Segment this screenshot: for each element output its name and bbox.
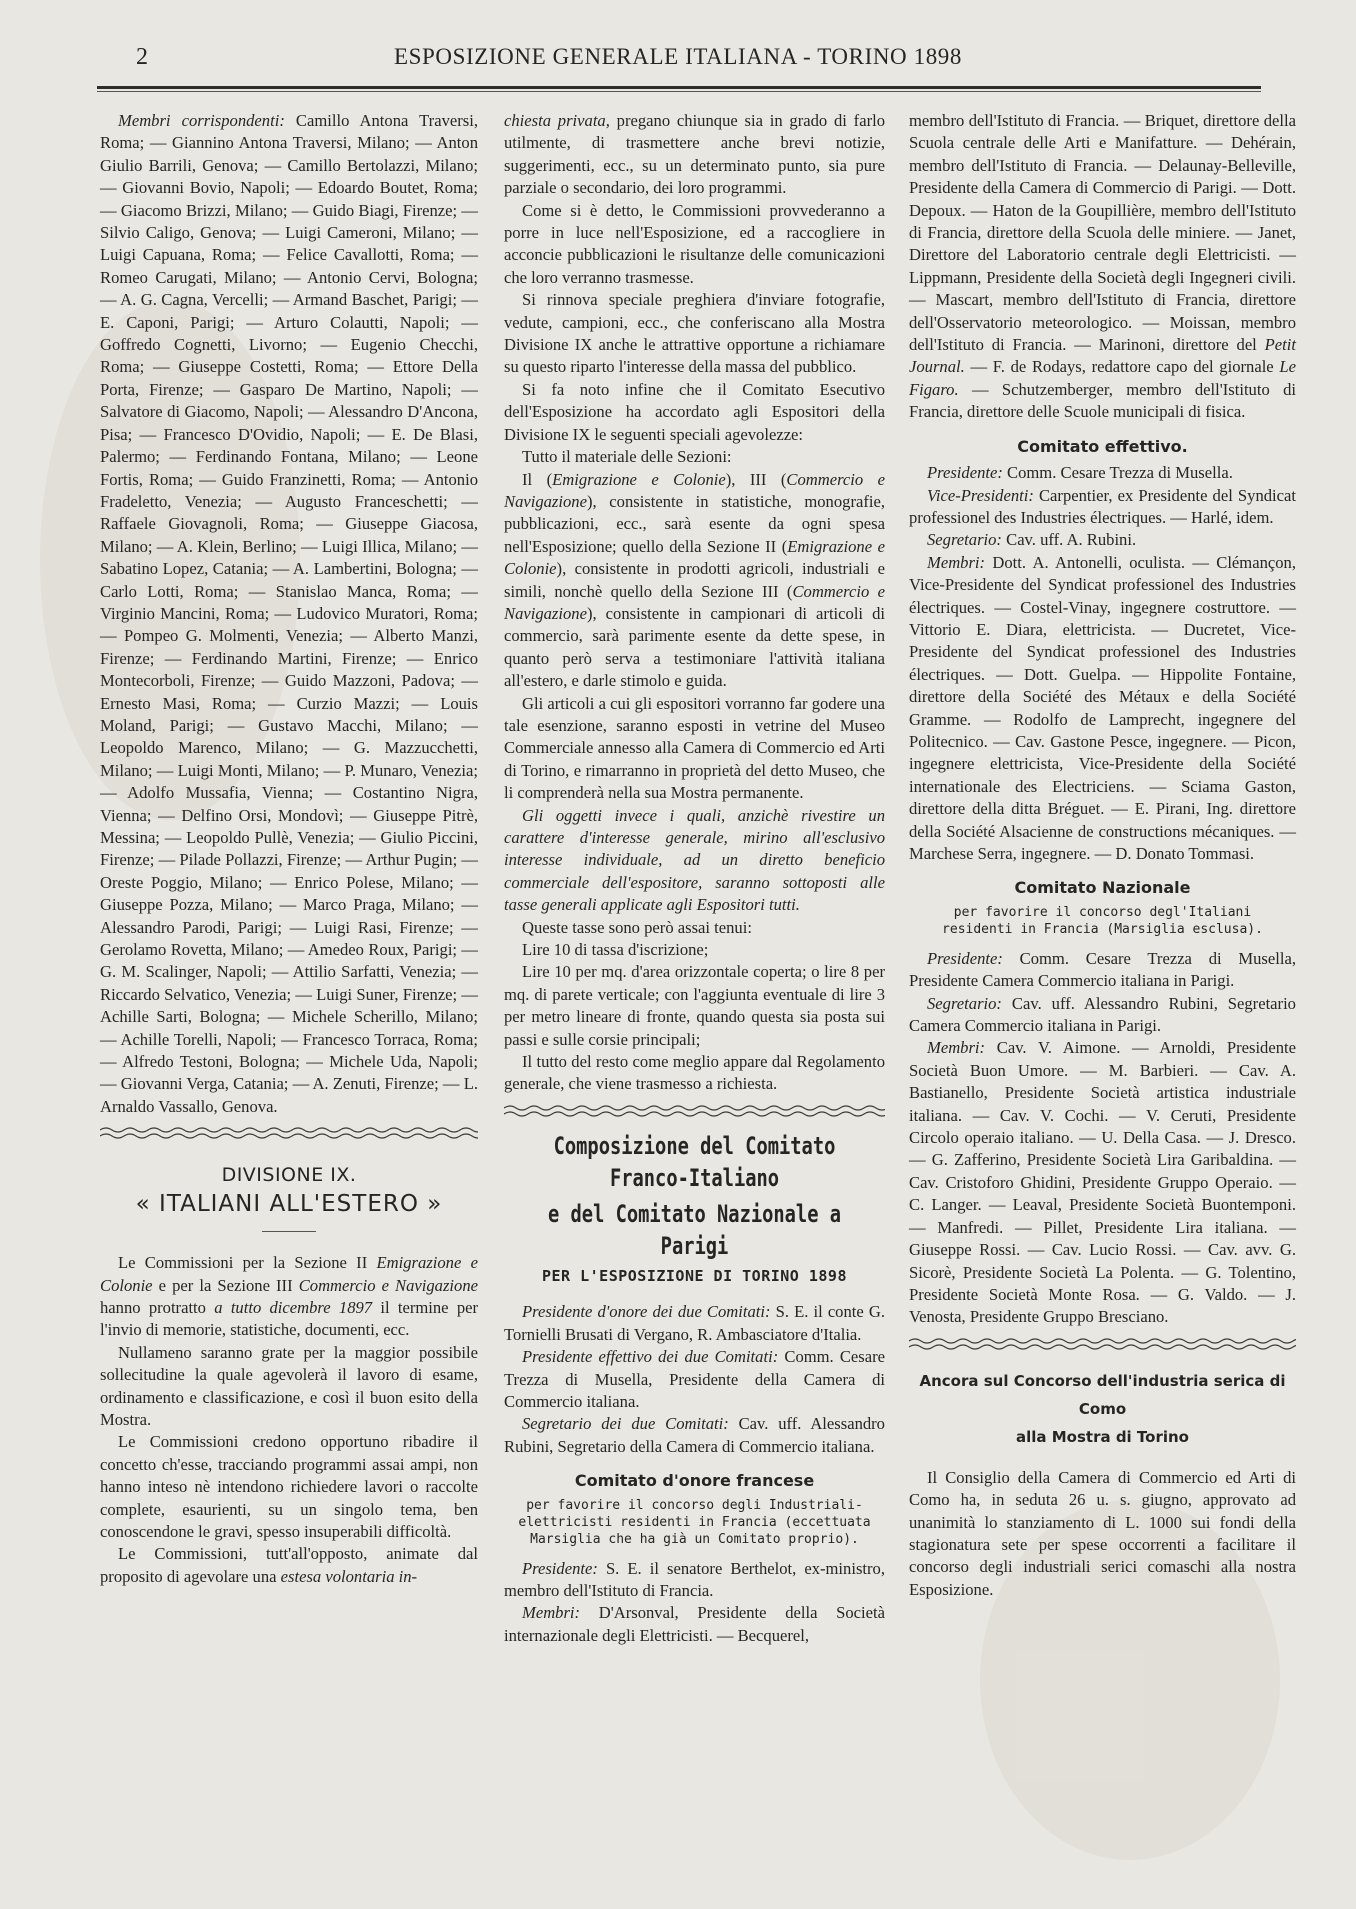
paragraph: Vice-Presidenti: Carpentier, ex Presidente del Syndicat professionel des Industries électriques. — Harlé, idem. <box>909 485 1296 527</box>
column-right <box>909 110 1296 1601</box>
paragraph: membro dell'Istituto di Francia. — Briquet, direttore della Scuola centrale delle Arti e Manifatture. — Dehérain, membro dell'Istituto di Francia. — Delaunay-Belleville, Presidente della Camera di Commercio di Parigi. — Dott. Depoux. — Haton de la Goupillière, membro dell'Istituto di Francia, direttore della Scuola delle miniere. — Janet, Direttore del Laboratorio centrale degli Elettricisti. — Lippmann, Presidente della Società degli Ingegneri civili. — Mascart, membro dell'Istituto di Francia, direttore dell'Osservatorio meteorologico. — Moissan, membro dell'Istituto di Francia. — Marinoni, direttore del Petit Journal. — F. de Rodays, redattore capo del giornale Le Figaro. — Schutzemberger, membro dell'Istituto di Francia, direttore delle Scuole municipali di fisica. <box>909 111 1297 422</box>
como-title-line2: alla Mostra di Torino <box>1016 1427 1189 1446</box>
paragraph: Lire 10 di tassa d'iscrizione; <box>522 940 709 960</box>
header-rule-thin <box>97 91 1261 92</box>
members-list: Camillo Antona Traversi, Roma; — Giannino Antona Traversi, Milano; — Anton Giulio Barrili, Genova; — Camillo Bertolazzi, Milano; — Giovanni Bovio, Napoli; — Edoardo Boutet, Roma; — Giacomo Brizzi, Milano; — Guido Biagi, Firenze; — Silvio Caligo, Genova; — Luigi Cameroni, Milano; — Luigi Capuana, Roma; — Felice Cavallotti, Roma; — Romeo Carugati, Milano; — Antonio Cervi, Bologna; — A. G. Cagna, Vercelli; — Armand Baschet, Parigi; — E. Caponi, Parigi; — Arturo Colautti, Napoli; — Goffredo Cognetti, Livorno; — Eugenio Checchi, Roma; — Giuseppe Costetti, Roma; — Ettore Della Porta, Firenze; — Gasparo De Martino, Napoli; — Salvatore di Giacomo, Napoli; — Alessandro D'Ancona, Pisa; — Francesco D'Ovidio, Napoli; — E. De Blasi, Palermo; — Ferdinando Fontana, Milano; — Leone Fortis, Roma; — Guido Franzinetti, Roma; — Antonio Fradeletto, Venezia; — Augusto Franceschetti; — Raffaele Giovagnoli, Roma; — Giuseppe Giacosa, Milano; — A. Klein, Berlino; — Luigi Illica, Milano; — Sabatino Lopez, Catania; — A. Lambertini, Bologna; — Carlo Lotti, Roma; — Stanislao Manca, Roma; — Virginio Mancini, Roma; — Ludovico Muratori, Roma; — Pompeo G. Molmenti, Venezia; — Alberto Manzi, Firenze; — Ferdinando Martini, Firenze; — Enrico Montecorboli, Firenze; — Guido Mazzoni, Padova; — Ernesto Masi, Roma; — Curzio Mazzi; — Louis Moland, Parigi; — Gustavo Macchi, Milano; — Leopoldo Marenco, Milano; — G. Mazzucchetti, Milano; — Luigi Monti, Milano; — P. Munaro, Venezia; — Adolfo Mussafia, Vienna; — Costantino Nigra, Vienna; — Delfino Orsi, Mondovì; — Giuseppe Pitrè, Messina; — Leopoldo Pullè, Venezia; — Giulio Piccini, Firenze; — Pilade Pollazzi, Firenze; — Arthur Pugin; — Oreste Poggio, Milano; — Enrico Polese, Milano; — Giuseppe Pozza, Milano; — Marco Praga, Milano; — Alessandro Parodi, Parigi; — Luigi Rasi, Firenze; — Gerolamo Rovetta, Milano; — Amedeo Roux, Parigi; — G. M. Scalinger, Napoli; — Attilio Sarfatti, Venezia; — Riccardo Selvatico, Venezia; — Luigi Suner, Firenze; — Achille Sarti, Bologna; — Michele Scherillo, Milano; — Achille Torelli, Napoli; — Francesco Torraca, Roma; — Alfredo Testoni, Bologna; — Michele Uda, Napoli; — Giovanni Verga, Catania; — A. Zenuti, Firenze; — L. Arnaldo Vassallo, Genova. <box>100 111 478 1116</box>
french-committee-note: per favorire il concorso degli Industriali-elettricisti residenti in Francia (eccettuata Marsiglia che ha già un Comitato proprio). <box>518 1497 871 1547</box>
effective-committee-title: Comitato effettivo. <box>1017 436 1188 456</box>
paragraph: Si fa noto infine che il Comitato Esecutivo dell'Esposizione ha accordato agli Espositori della Divisione IX le seguenti speciali agevolezze: <box>504 379 885 444</box>
column-left <box>100 110 478 1588</box>
paragraph: Le Commissioni credono opportuno ribadire il concetto ch'esse, tracciando programmi assai ampi, non hanno inteso nè intendono richiedere lavori o raccolte complete, esaurienti, su un singolo tema, ben conoscendone le gravi, spesso insuperabili difficoltà. <box>100 1432 478 1541</box>
running-title: ESPOSIZIONE GENERALE ITALIANA - TORINO 1898 <box>393 44 963 69</box>
paragraph: Queste tasse sono però assai tenui: <box>522 917 752 937</box>
french-committee-title: Comitato d'onore francese <box>574 1471 815 1491</box>
corresponding-members <box>100 110 478 1118</box>
paragraph: Membri: Cav. V. Aimone. — Arnoldi, Presidente Società Buon Umore. — M. Barbieri. — Cav. A. Bastianello, Presidente Società artistica industriale italiana. — Cav. V. Cochi. — V. Ceruti, Presidente Circolo operaio italiano. — U. Della Casa. — J. Dresco. — G. Zafferino, Presidente Società Lira Garibaldina. — Cav. Cristoforo Ghidini, Presidente Gruppo Operaio. — C. Langer. — Leaval, Presidente Società Buontemponi. — Manfredi. — Pillet, Presidente Lira italiana. — Giuseppe Rossi. — Cav. Lucio Rossi. — Cav. avv. G. Sicorè, Presidente Società La Polenta. — G. Tolentino, Presidente Società Monte Rosa. — G. Valdo. — J. Venosta, Presidente Gruppo Bresciano. <box>909 1038 1296 1327</box>
paragraph: Le Commissioni per la Sezione II Emigrazione e Colonie e per la Sezione III Commercio e Navigazione hanno protratto a tutto dicembre 1897 il termine per l'invio di memorie, statistiche, documenti, ecc. <box>100 1253 479 1340</box>
paragraph: Segretario: Cav. uff. Alessandro Rubini, Segretario Camera Commercio italiana in Parigi. <box>909 993 1296 1036</box>
paragraph: Le Commissioni, tutt'all'opposto, animate dal proposito di agevolare una estesa volontaria in- <box>100 1544 478 1586</box>
page-header <box>98 44 1258 84</box>
division-subtitle: « ITALIANI ALL'ESTERO » <box>135 1190 443 1217</box>
wavy-divider <box>100 1126 478 1142</box>
paragraph: Il (Emigrazione e Colonie), III (Commercio e Navigazione), consistente in statistiche, monografie, pubblicazioni, ecc., sarà esente da ogni spesa nell'Esposizione; quello della Sezione II (Emigrazione e Colonie), consistente in prodotti agricoli, industriali e simili, nonchè quello della Sezione III (Commercio e Navigazione), consistente in campionari di articoli di commercio, sarà parimente esente da dette spese, in quanto però serva a testimoniare l'attività italiana all'estero, e darle stimolo e guida. <box>504 469 886 691</box>
paragraph: Il Consiglio della Camera di Commercio ed Arti di Como ha, in seduta 26 u. s. giugno, approvato ad unanimità lo stanziamento di L. 1000 sui fondi della stagionatura sete per spese occorrenti a facilitare il concorso degli industriali serici comaschi alla nostra Esposizione. <box>909 1467 1296 1599</box>
column-middle <box>504 110 885 1647</box>
short-rule <box>262 1231 316 1232</box>
paragraph: Come si è detto, le Commissioni provvederanno a porre in luce nell'Esposizione, ed a raccogliere in acconcie pubblicazioni le risultanze delle comunicazioni che loro verranno trasmesse. <box>504 200 885 287</box>
paragraph: Tutto il materiale delle Sezioni: <box>522 447 732 467</box>
paragraph: Presidente: Comm. Cesare Trezza di Musella. <box>927 463 1233 483</box>
paragraph: chiesta privata, pregano chiunque sia in grado di farlo utilmente, di trasmettere anche brevi notizie, suggerimenti, ecc., su un determinato punto, sia pure parziale o secondario, dei loro programmi. <box>504 111 886 198</box>
paragraph: Lire 10 per mq. d'area orizzontale coperta; o lire 8 per mq. di parete verticale; con l'aggiunta eventuale di lire 3 per metro lineare di fronte, quando questa sia posta sui passi e sulle corsie principali; <box>504 962 885 1049</box>
national-committee-note: per favorire il concorso degl'Italiani residenti in Francia (Marsiglia esclusa). <box>942 904 1263 937</box>
wavy-divider <box>504 1104 885 1120</box>
paragraph: Presidente: S. E. il senatore Berthelot, ex-ministro, membro dell'Istituto di Francia. <box>504 1558 885 1600</box>
paragraph: Presidente effettivo dei due Comitati: Comm. Cesare Trezza di Musella, Presidente della Camera di Commercio italiana. <box>504 1347 885 1411</box>
paragraph: Si rinnova speciale preghiera d'inviare fotografie, vedute, campioni, ecc., che conferiscano alla Mostra Divisione IX anche le attrattive opportune a richiamare su questo riparto l'interesse della massa del pubblico. <box>504 290 885 377</box>
paragraph: Segretario dei due Comitati: Cav. uff. Alessandro Rubini, Segretario della Camera di Commercio italiana. <box>504 1414 885 1456</box>
expo-subtitle: PER L'ESPOSIZIONE DI TORINO 1898 <box>542 1266 847 1285</box>
header-rule <box>97 86 1261 89</box>
members-label: Membri corrispondenti: <box>118 111 285 130</box>
committee-title-line2: e del Comitato Nazionale a Parigi <box>547 1199 842 1260</box>
committee-title-line1: Composizione del Comitato Franco-Italiano <box>553 1131 836 1192</box>
page-number: 2 <box>136 44 148 70</box>
paragraph: Presidente d'onore dei due Comitati: S. E. il conte G. Tornielli Brusati di Vergano, R. Ambasciatore d'Italia. <box>504 1302 885 1344</box>
paragraph: Nullameno saranno grate per la maggior possibile sollecitudine la quale agevolerà il lavoro di esame, ordinamento e classificazione, e così il buon esito della Mostra. <box>100 1342 478 1429</box>
paragraph: Membri: D'Arsonval, Presidente della Società internazionale degli Elettricisti. — Becquerel, <box>504 1603 885 1645</box>
paragraph: Presidente: Comm. Cesare Trezza di Musella, Presidente Camera Commercio italiana in Parigi. <box>909 948 1296 991</box>
paragraph: Il tutto del resto come meglio appare dal Regolamento generale, che viene trasmesso a richiesta. <box>504 1052 885 1094</box>
paragraph: Membri: Dott. A. Antonelli, oculista. — Clémançon, Vice-Presidente del Syndicat professionel des Industries électriques. — Costel-Vinay, ingegnere costruttore. — Vittorio E. Diara, elettricista. — Ducretet, Vice-Presidente del Syndicat professionel des Industries électriques. — Dott. Guelpa. — Hippolite Fontaine, direttore della Société des Métaux e della Société Gramme. — Rodolfo de Lamprecht, ingegnere del Politecnico. — Cav. Gastone Pesce, ingegnere. — Picon, ingegnere elettricista, Vice-Presidente della Société internationale des Electriciens. — Sciama Gaston, direttore della ditta Bréguet. — E. Pirani, Ing. direttore della Société Alsacienne de constructions mécaniques. — Marchese Serra, ingegnere. — D. Donato Tommasi. <box>909 552 1296 863</box>
como-article-title <box>909 1367 1296 1451</box>
wavy-divider <box>909 1337 1296 1353</box>
division-title: DIVISIONE IX. <box>221 1164 357 1187</box>
national-committee-title: Comitato Nazionale <box>1014 878 1191 898</box>
paragraph: Gli oggetti invece i quali, anzichè rivestire un carattere d'interesse generale, mirino all'esclusivo interesse individuale, ad un diretto beneficio commerciale dell'espositore, saranno sottoposti alle tasse generali applicate agli Espositori tutti. <box>504 805 885 915</box>
paragraph: Gli articoli a cui gli espositori vorranno far godere una tale esenzione, saranno esposti in vetrine del Museo Commerciale annesso alla Camera di Commercio ed Arti di Torino, e rimarranno in proprietà del detto Museo, che li comprenderà nella sua Mostra permanente. <box>504 693 885 803</box>
como-title-line1: Ancora sul Concorso dell'industria serica di Como <box>919 1371 1286 1418</box>
paragraph: Segretario: Cav. uff. A. Rubini. <box>927 530 1137 550</box>
